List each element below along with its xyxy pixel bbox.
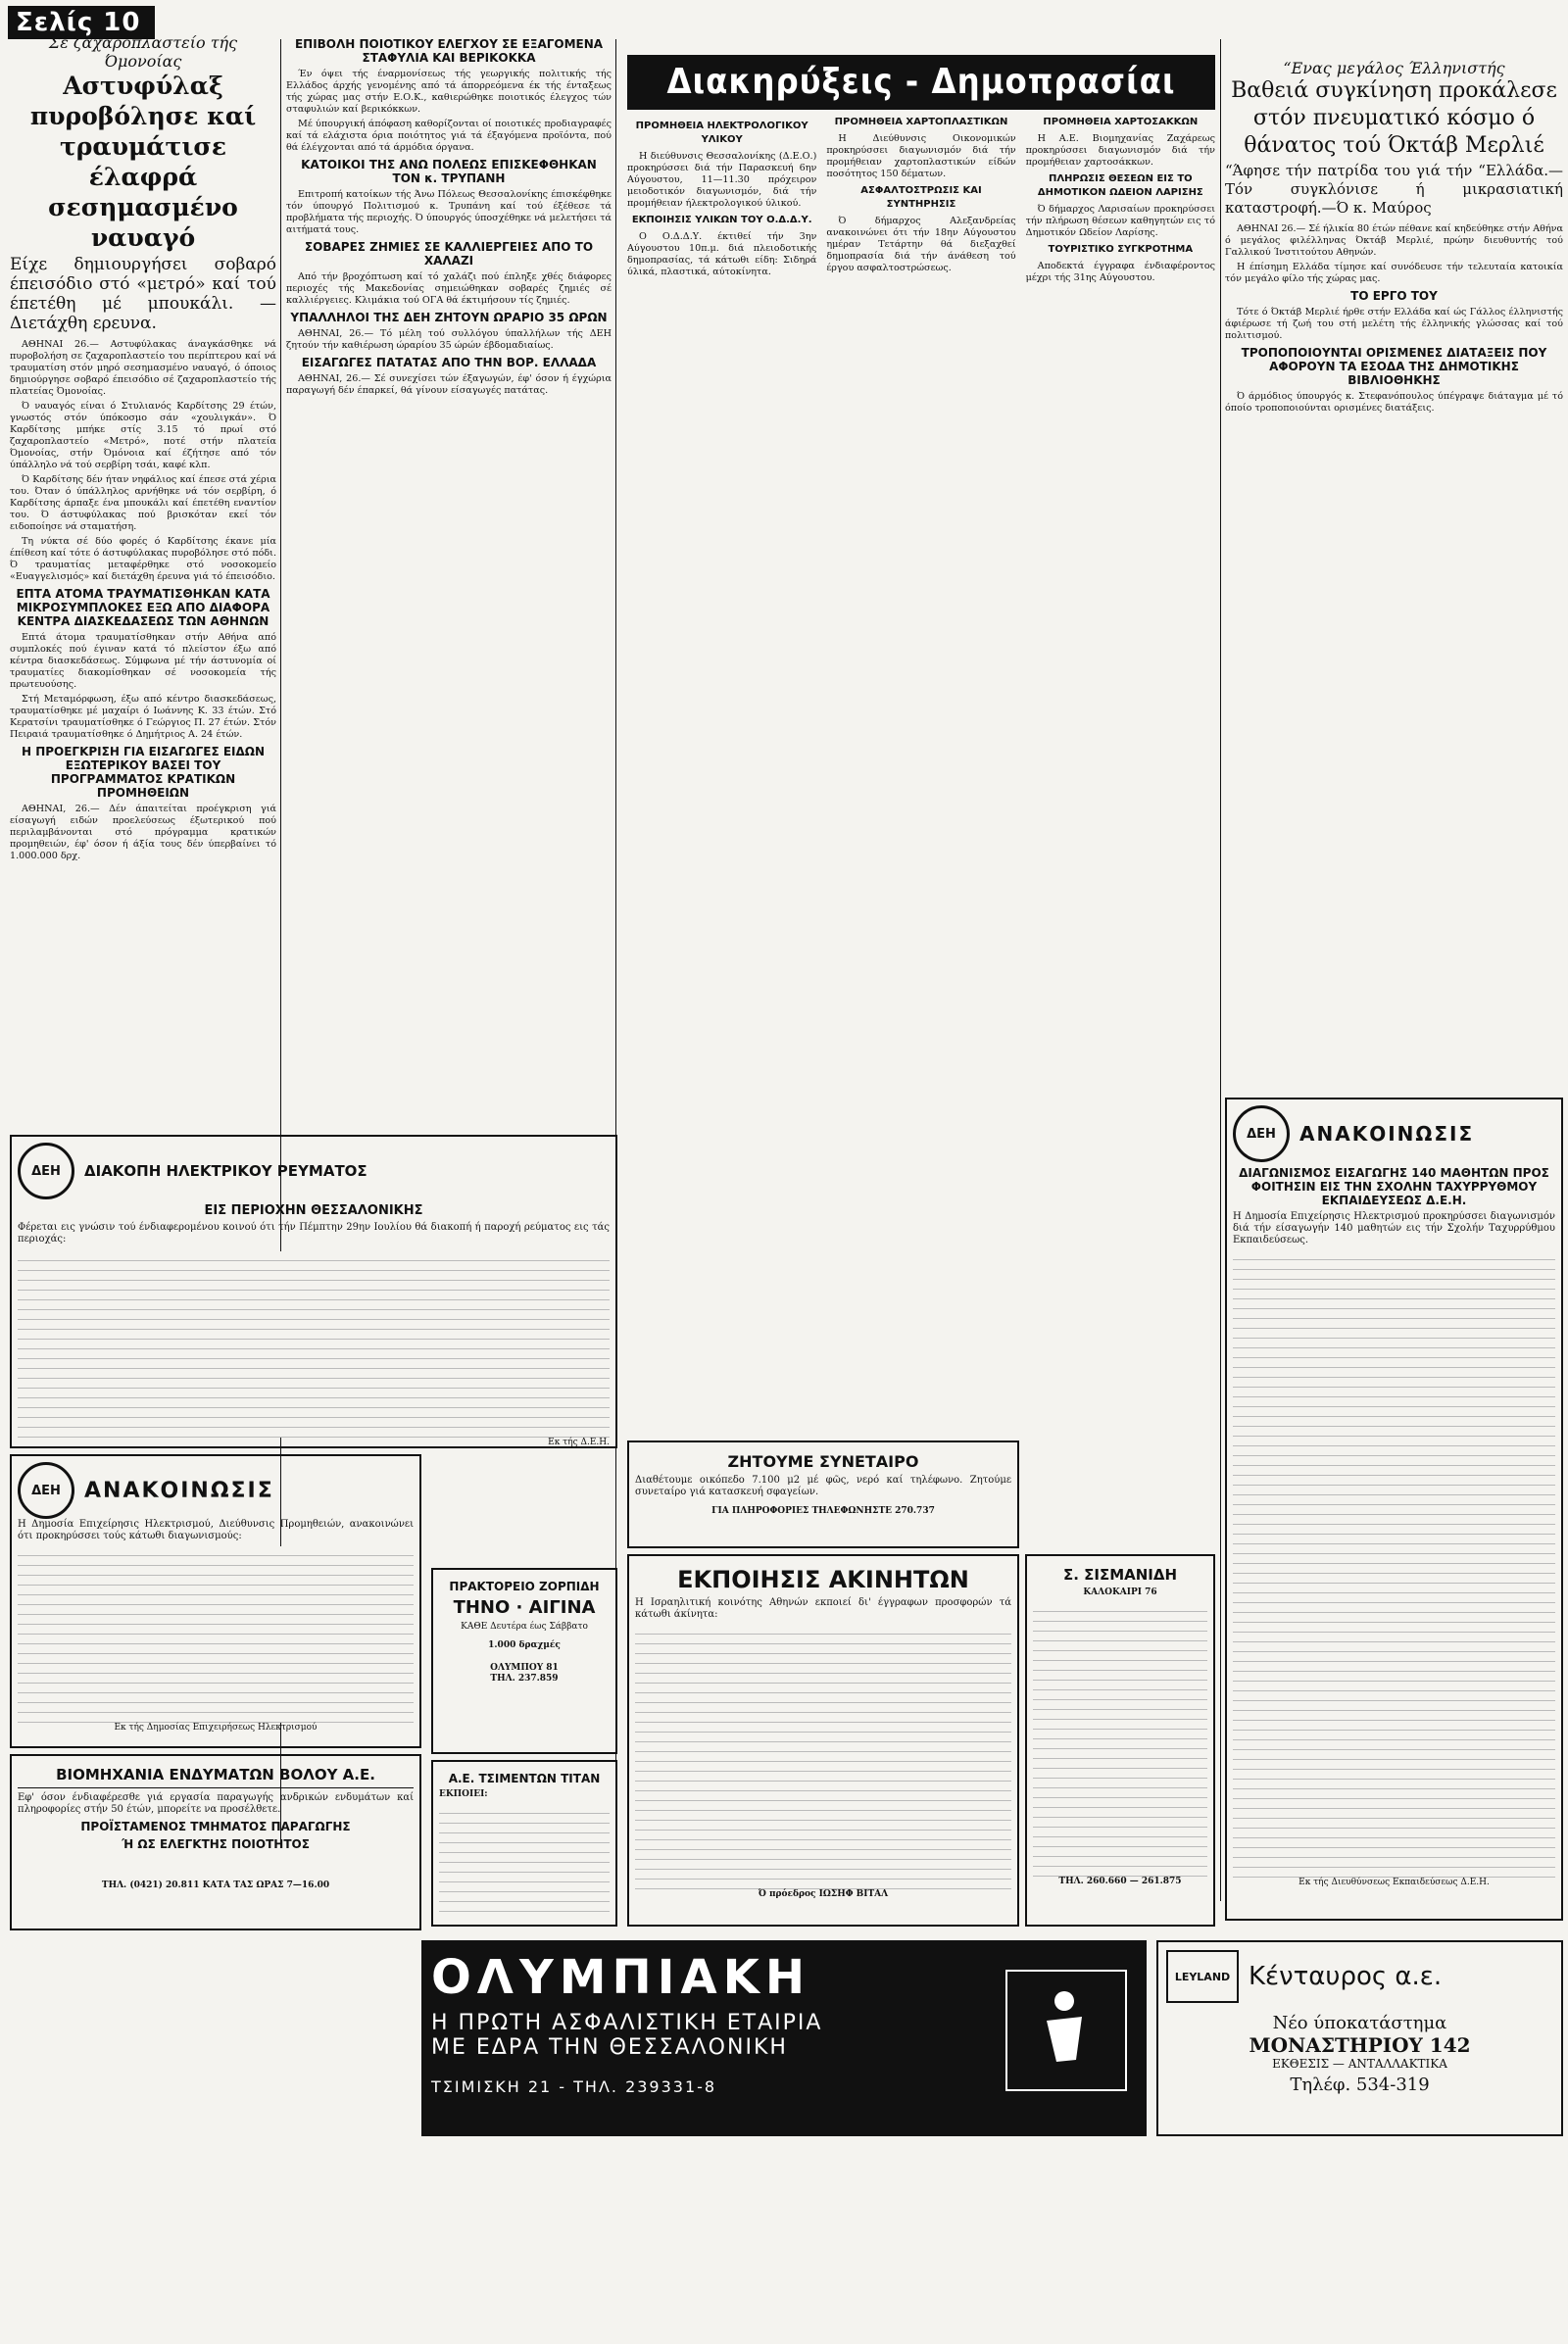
- ad-body-lines: [439, 1804, 610, 1912]
- notice-title: ΕΚΠΟΙΗΣΙΣ ΑΚΙΝΗΤΩΝ: [677, 1566, 969, 1593]
- deh-school-admission-notice: [1225, 1098, 1563, 1921]
- deh-announcements: [10, 1454, 421, 1748]
- ad-brand: Κένταυρος α.ε.: [1249, 1962, 1443, 1991]
- ad-title: ΒΙΟΜΗΧΑΝΙΑ ΕΝΔΥΜΑΤΩΝ ΒΟΛΟΥ Α.Ε.: [18, 1766, 414, 1788]
- paragraph: Η έπίσημη Ελλάδα τίμησε καί συνόδευσε τήν τελευταία κατοικία τόν μεγάλο φίλο τής χώρας μας.: [1225, 262, 1563, 284]
- subheadline: ΕΚΠΟΙΗΣΙΣ ΥΛΙΚΩΝ ΤΟΥ Ο.Δ.Δ.Υ.: [631, 215, 812, 225]
- paragraph: ΑΘΗΝΑΙ 26.— Σέ ήλικία 80 έτών πέθανε καί κηδεύθηκε στήν Αθήνα ό μεγάλος φιλέλληνας Όκτάβ Μερλιέ, πρώην διευθυντής τού Γαλλικού Ίνστιτούτου Αθηνών.: [1225, 223, 1563, 258]
- deh-logo-icon: ΔΕΗ: [1233, 1105, 1290, 1162]
- paragraph: Τη νύκτα σέ δύο φορές ό Καρδίτσης έκανε μία έπίθεση καί τότε ό άστυφύλακας πυροβόλησε στό πόδι. Ό τραυματίας μεταφέρθηκε στό νοσοκομείο «Ευαγγελισμός» καί διετάχθη έρευνα γιά τό έπεισόδιο.: [10, 536, 276, 582]
- ad-phone: ΓΙΑ ΠΛΗΡΟΦΟΡΙΕΣ ΤΗΛΕΦΩΝΗΣΤΕ 270.737: [711, 1506, 935, 1516]
- notice-text: Η Δημοσία Επιχείρησις Ηλεκτρισμού προκηρύσσει διαγωνισμόν διά τήν είσαγωγήν 140 μαθητών εις τήν Σχολήν Ταχυρρύθμου Εκπαιδεύσεως.: [1233, 1211, 1555, 1245]
- article-headline: Βαθειά συγκίνηση προκάλεσε στόν πνευματικό κόσμο ό θάνατος τού Όκτάβ Μερλιέ: [1231, 78, 1557, 158]
- paragraph: Ό Καρδίτσης δέν ήταν νηφάλιος καί έπεσε στά χέρια του. Όταν ό ύπάλληλος αρνήθηκε νά τόν σερβίρη, ό Καρδίτσης άρπαξε ένα μπουκάλι καί έπετέθη εναντίον του. Ό άστυφύλακας πού βρισκόταν εκεί τόν ειδοποίησε νά σταματήση.: [10, 474, 276, 532]
- article-kicker: “Ενας μεγάλος Έλληνιστής: [1283, 59, 1505, 77]
- notice-subtitle: ΕΙΣ ΠΕΡΙΟΧΗΝ ΘΕΣΣΑΛΟΝΙΚΗΣ: [204, 1203, 423, 1218]
- paragraph: Στή Μεταμόρφωση, έξω από κέντρο διασκεδάσεως, τραυματίσθηκε μέ μαχαίρι ό Ιωάννης Κ. 33 έτών. Στό Κερατσίνι τραυματίσθηκε ό Γεώργιος Π. 27 έτών. Στόν Πειραιά τραυματίσθηκε ό Δημήτριος Α. 24 έτών.: [10, 694, 276, 740]
- subheadline: ΕΙΣΑΓΩΓΕΣ ΠΑΤΑΤΑΣ ΑΠΟ ΤΗΝ ΒΟΡ. ΕΛΛΑΔΑ: [301, 356, 597, 369]
- ad-title: Α.Ε. ΤΣΙΜΕΝΤΩΝ ΤΙΤΑΝ: [448, 1772, 601, 1785]
- subheadline: ΠΡΟΜΗΘΕΙΑ ΗΛΕΚΤΡΟΛΟΓΙΚΟΥ ΥΛΙΚΟΥ: [635, 121, 808, 145]
- notice-title: ΑΝΑΚΟΙΝΩΣΙΣ: [1299, 1122, 1475, 1146]
- sismanidi-travel-ad: [1025, 1554, 1215, 1927]
- titan-cement-ad: [431, 1760, 617, 1927]
- ad-slogan: ΜΕ ΕΔΡΑ ΤΗΝ ΘΕΣΣΑΛΟΝΙΚΗ: [431, 2035, 788, 2060]
- subheadline: ΕΠΤΑ ΑΤΟΜΑ ΤΡΑΥΜΑΤΙΣΘΗΚΑΝ ΚΑΤΑ ΜΙΚΡΟΣΥΜΠΛΟΚΕΣ ΕΞΩ ΑΠΟ ΔΙΑΦΟΡΑ ΚΕΝΤΡΑ ΔΙΑΣΚΕΔΑΣΕΩΣ ΤΩΝ ΑΘΗΝΩΝ: [16, 587, 270, 628]
- ad-title: Σ. ΣΙΣΜΑΝΙΔΗ: [1062, 1566, 1178, 1584]
- notice-body-lines: [18, 1546, 414, 1723]
- ad-new-branch: Νέο ύποκατάστημα: [1272, 2013, 1447, 2033]
- ad-phone: ΤΗΛ. 237.859: [490, 1674, 559, 1684]
- subheadline: ΕΠΙΒΟΛΗ ΠΟΙΟΤΙΚΟΥ ΕΛΕΓΧΟΥ ΣΕ ΕΞΑΓΟΜΕΝΑ ΣΤΑΦΥΛΙΑ ΚΑΙ ΒΕΡΙΚΟΚΚΑ: [294, 37, 604, 65]
- paragraph: Από τήν βροχόπτωση καί τό χαλάζι πού έπληξε χθές διάφορες περιοχές τής Μακεδονίας σημειώθηκαν σοβαρές ζημιές σέ καλλιέργειες. Κλιμάκια τού ΟΓΑ θά έκτιμήσουν τίς ζημιές.: [286, 271, 612, 306]
- leyland-logo-icon: LEYLAND: [1166, 1950, 1239, 2003]
- notice-title: ΑΝΑΚΟΙΝΩΣΙΣ: [84, 1478, 274, 1503]
- olympiaki-insurance-ad: [421, 1940, 1147, 2136]
- partner-wanted-ad: [627, 1441, 1019, 1548]
- ad-subtitle: ΚΑΛΟΚΑΙΡΙ 76: [1083, 1587, 1157, 1597]
- paragraph: Τότε ό Όκτάβ Μερλιέ ήρθε στήν Ελλάδα καί ώς Γάλλος έλληνιστής άφιέρωσε τή ζωή του στή μελέτη τής έλληνικής γλώσσας καί τού πολιτισμού.: [1225, 307, 1563, 341]
- ad-phone: ΤΗΛ. 260.660 — 261.875: [1058, 1877, 1182, 1886]
- real-estate-sale-notice: [627, 1554, 1019, 1927]
- discobolus-logo-icon: [1005, 1970, 1127, 2091]
- ad-position: Ή ΩΣ ΕΛΕΓΚΤΗΣ ΠΟΙΟΤΗΤΟΣ: [122, 1837, 310, 1851]
- ad-title: ΖΗΤΟΥΜΕ ΣΥΝΕΤΑΙΡΟ: [727, 1452, 919, 1471]
- paragraph: Μέ ύπουργική άπόφαση καθορίζονται οί ποιοτικές προδιαγραφές καί τά ελάχιστα όρια ποιότητος γιά τά έξαγόμενα προϊόντα, πού θά έλέγχονται από τά άρμόδια όργανα.: [286, 119, 612, 153]
- paragraph: Αποδεκτά έγγραφα ένδιαφέροντος μέχρι τής 31ης Αύγουστου.: [1025, 261, 1215, 283]
- article-lead: Είχε δημιουργήσει σοβαρό έπεισόδιο στό «μετρό» καί τού έπετέθη μέ μπουκάλι. — Διετάχθη ερευνα.: [10, 255, 276, 333]
- paragraph: Ό άρμόδιος ύπουργός κ. Στεφανόπουλος ύπέγραψε διάταγμα μέ τό όποίο τροποποιούνται ορισμένες διατάξεις.: [1225, 391, 1563, 414]
- notice-signature: Εκ τής Δ.Ε.Η.: [548, 1438, 610, 1447]
- column-tenders: [627, 116, 1215, 1135]
- ad-address: ΜΟΝΑΣΤΗΡΙΟΥ 142: [1249, 2033, 1471, 2057]
- subheadline: ΑΣΦΑΛΤΟΣΤΡΩΣΙΣ ΚΑΙ ΣΥΝΤΗΡΗΣΙΣ: [860, 185, 982, 210]
- ad-destinations: ΤΗΝΟ · ΑΙΓΙΝΑ: [453, 1597, 596, 1618]
- notice-signature: Εκ τής Δημοσίας Επιχειρήσεως Ηλεκτρισμού: [114, 1723, 318, 1733]
- paragraph: Η διεύθυνσις Θεσσαλονίκης (Δ.Ε.Ο.) προκηρύσσει διά τήν Παρασκευή 6ην Αύγουστου, 11—11.30 πρόχειρον μειοδοτικόν διαγωνισμόν, διά τήν προμήθειαν ήλεκτρολογικού ύλικού.: [627, 151, 817, 209]
- paragraph: Ό δήμαρχος Αλεξανδρείας ανακοινώνει ότι τήν 18ην Αύγουστου ημέραν Τετάρτην θά διεξαχθεί δημοπρασία διά τήν άνάθεση τού έργου ασφαλτοστρώσεως.: [826, 216, 1016, 273]
- notice-text: Η Ισραηλιτική κοινότης Αθηνών εκποιεί δι' έγγραφων προσφορών τά κάτωθι άκίνητα:: [635, 1597, 1011, 1620]
- ad-phone: Τηλέφ. 534-319: [1290, 2075, 1430, 2095]
- subheadline: ΠΛΗΡΩΣΙΣ ΘΕΣΕΩΝ ΕΙΣ ΤΟ ΔΗΜΟΤΙΚΟΝ ΩΔΕΙΟΝ ΛΑΡΙΣΗΣ: [1037, 173, 1203, 198]
- ad-body-lines: [1033, 1602, 1207, 1877]
- subheadline: ΥΠΑΛΛΗΛΟΙ ΤΗΣ ΔΕΗ ΖΗΤΟΥΝ ΩΡΑΡΙΟ 35 ΩΡΩΝ: [290, 311, 608, 324]
- deh-logo-icon: ΔΕΗ: [18, 1462, 74, 1519]
- ad-address: ΟΛΥΜΠΟΥ 81: [490, 1663, 559, 1673]
- paragraph: Η Α.Ε. Βιομηχανίας Ζαχάρεως προκηρύσσει διαγωνισμόν διά τήν προμήθειαν χαρτοσάκκων.: [1025, 133, 1215, 168]
- column-news-briefs: [286, 33, 612, 1131]
- subheadline: ΚΑΤΟΙΚΟΙ ΤΗΣ ΑΝΩ ΠΟΛΕΩΣ ΕΠΙΣΚΕΦΘΗΚΑΝ ΤΟΝ κ. ΤΡΥΠΑΝΗ: [301, 158, 597, 185]
- ad-title: ΠΡΑΚΤΟΡΕΙΟ ΖΟΡΠΙΔΗ: [449, 1580, 600, 1593]
- notice-subtitle: ΔΙΑΓΩΝΙΣΜΟΣ ΕΙΣΑΓΩΓΗΣ 140 ΜΑΘΗΤΩΝ ΠΡΟΣ ΦΟΙΤΗΣΙΝ ΕΙΣ ΤΗΝ ΣΧΟΛΗΝ ΤΑΧΥΡΡΥΘΜΟΥ ΕΚΠΑΙΔΕΥΣΕΩΣ Δ.Ε.Η.: [1239, 1166, 1549, 1207]
- article-headline: Αστυφύλαξ πυροβόλησε καί τραυμάτισε έλαφρά σεσημασμένο ναυαγό: [29, 72, 257, 252]
- zorpidi-tour-ad: [431, 1568, 617, 1754]
- notice-title: ΔΙΑΚΟΠΗ ΗΛΕΚΤΡΙΚΟΥ ΡΕΥΜΑΤΟΣ: [84, 1162, 368, 1180]
- subheadline: ΠΡΟΜΗΘΕΙΑ ΧΑΡΤΟΠΛΑΣΤΙΚΩΝ: [834, 117, 1008, 127]
- subheadline: ΣΟΒΑΡΕΣ ΖΗΜΙΕΣ ΣΕ ΚΑΛΛΙΕΡΓΕΙΕΣ ΑΠΟ ΤΟ ΧΑΛΑΖΙ: [304, 240, 594, 268]
- article-merlier: [1225, 59, 1563, 1078]
- ad-kind: ΕΚΘΕΣΙΣ — ΑΝΤΑΛΛΑΚΤΙΚΑ: [1272, 2057, 1447, 2071]
- column-rule: [1220, 39, 1221, 1901]
- deh-logo-icon: ΔΕΗ: [18, 1143, 74, 1199]
- ad-text: Διαθέτουμε οικόπεδο 7.100 μ2 μέ φῶς, νερό καί τηλέφωνο. Ζητούμε συνεταίρο γιά κατασκευή σφαγείων.: [635, 1475, 1011, 1497]
- article-kicker: Σέ ζαχαροπλαστείο τής Όμονοίας: [48, 33, 238, 71]
- paragraph: ΑΘΗΝΑΙ, 26.— Τό μέλη τού συλλόγου ύπαλλήλων τής ΔΕΗ ζητούν τήν καθιέρωση ώραρίου 35 ώρών έβδομαδιαίως.: [286, 328, 612, 351]
- volos-garment-ad: [10, 1754, 421, 1930]
- paragraph: Ο Ο.Δ.Δ.Υ. έκτιθεί τήν 3ην Αύγουστου 10π.μ. διά πλειοδοτικής δημοπρασίας, τά κάτωθι είδη: Σιδηρά ύλικά, πλαστικά, αύτοκίνητα.: [627, 231, 817, 277]
- ad-position: ΠΡΟΪΣΤΑΜΕΝΟΣ ΤΜΗΜΑΤΟΣ ΠΑΡΑΓΩΓΗΣ: [80, 1820, 351, 1833]
- ad-address: ΤΣΙΜΙΣΚΗ 21 - ΤΗΛ. 239331-8: [431, 2077, 717, 2096]
- notice-text: Η Δημοσία Επιχείρησις Ηλεκτρισμού, Διεύθυνσις Προμηθειών, ανακοινώνει ότι προκηρύσσει τούς κάτωθι διαγωνισμούς:: [18, 1519, 414, 1541]
- notice-body-lines: [635, 1625, 1011, 1889]
- paragraph: Ό δήμαρχος Λαρισαίων προκηρύσσει τήν πλήρωση θέσεων καθηγητών εις τό Δημοτικόν Ωδείον Λαρίσης.: [1025, 204, 1215, 238]
- subheadline: ΤΟ ΕΡΓΟ ΤΟΥ: [1350, 289, 1438, 303]
- notice-signature: Εκ τής Διευθύνσεως Εκπαιδεύσεως Δ.Ε.Η.: [1298, 1878, 1490, 1887]
- paragraph: Η Διεύθυνσις Οικονομικών προκηρύσσει διαγωνισμόν διά τήν προμήθειαν χαρτοπλαστικών είδών ποσότητος 150 δέματων.: [826, 133, 1016, 179]
- notice-body-lines: [18, 1251, 610, 1438]
- ad-slogan: Η ΠΡΩΤΗ ΑΣΦΑΛΙΣΤΙΚΗ ΕΤΑΙΡΙΑ: [431, 2011, 823, 2035]
- deh-outage-notice: [10, 1135, 617, 1448]
- article-police-shooting: [10, 33, 276, 1131]
- page-number-tag: Σελίς 10: [8, 6, 155, 39]
- section-banner: Διακηρύξεις - Δημοπρασίαι: [627, 55, 1215, 110]
- notice-text: Φέρεται εις γνώσιν τού ένδιαφερομένου κοινού ότι τήν Πέμπτην 29ην Ιουλίου θά διακοπή ή παροχή ρεύματος εις τάς περιοχάς:: [18, 1222, 610, 1245]
- paragraph: ΑΘΗΝΑΙ, 26.— Σέ συνεχίσει τών έξαγωγών, έφ' όσον ή έγχώρια παραγωγή δέν έπαρκεί, θά γίνουν είσαγωγές πατάτας.: [286, 373, 612, 396]
- ad-text: Εφ' όσον ένδιαφέρεσθε γιά εργασία παραγωγής ανδρικών ενδυμάτων καί πληροφορίες στήν 50 έτών, μπορείτε να προσέλθετε.: [18, 1792, 414, 1815]
- subheadline: ΠΡΟΜΗΘΕΙΑ ΧΑΡΤΟΣΑΚΚΩΝ: [1043, 117, 1199, 127]
- article-lead: “Άφησε τήν πατρίδα του γιά τήν “Ελλάδα.— Τόν συγκλόνισε ή μικρασιατική καταστροφή.—Ό κ. Μαύρος: [1225, 162, 1563, 217]
- subheadline: Η ΠΡΟΕΓΚΡΙΣΗ ΓΙΑ ΕΙΣΑΓΩΓΕΣ ΕΙΔΩΝ ΕΞΩΤΕΡΙΚΟΥ ΒΑΣΕΙ ΤΟΥ ΠΡΟΓΡΑΜΜΑΤΟΣ ΚΡΑΤΙΚΩΝ ΠΡΟΜΗΘΕΙΩΝ: [21, 745, 266, 800]
- notice-body-lines: [1233, 1250, 1555, 1878]
- ad-days: ΚΑΘΕ Δευτέρα έως Σάββατο: [461, 1622, 588, 1632]
- ad-subtitle: ΕΚΠΟΙΕΙ:: [439, 1789, 488, 1799]
- paragraph: ΑΘΗΝΑΙ, 26.— Δέν άπαιτείται προέγκριση γιά είσαγωγή ειδών προελεύσεως έξωτερικού πού περιλαμβάνονται στό πρόγραμμα κρατικών προμηθειών, έφ' όσον ή άξία τους δέν ύπερβαίνει τό 1.000.000 δρχ.: [10, 804, 276, 861]
- kentavros-dealer-ad: [1156, 1940, 1563, 2136]
- ad-brand: ΟΛΥΜΠΙΑΚΗ: [431, 1950, 811, 2005]
- paragraph: ΑΘΗΝΑΙ 26.— Αστυφύλακας άναγκάσθηκε νά πυροβολήση σε ζαχαροπλαστείο του περίπτερου καί νά τραυματίση στόν μηρό σεσημασμένο ναυαγό, ό όποιος δημιούργησε σοβαρό έπεισόδιο σέ ζαχαροπλαστείο τής πλατείας Όμονοίας.: [10, 339, 276, 397]
- notice-signature: Ό πρόεδρος ΙΩΣΗΦ ΒΙΤΑΛ: [758, 1889, 889, 1899]
- subheadline: ΤΡΟΠΟΠΟΙΟΥΝΤΑΙ ΟΡΙΣΜΕΝΕΣ ΔΙΑΤΑΞΕΙΣ ΠΟΥ ΑΦΟΡΟΥΝ ΤΑ ΕΣΟΔΑ ΤΗΣ ΔΗΜΟΤΙΚΗΣ ΒΙΒΛΙΟΘΗΚΗΣ: [1241, 346, 1547, 387]
- paragraph: Ό ναυαγός είναι ό Στυλιανός Καρδίτσης 29 έτών, γνωστός στόν ύπόκοσμο σάν «χουλιγκάν». Ό Καρδίτσης μπήκε στίς 3.15 τό πρωί στό ζαχαροπλαστείο «Μετρό», ποτέ στήν πλατεία Όμονοίας, στήν Όμόνοια καί έζήτησε από τόν ύπάλληλο νά τού σερβίρη τσάι, καφέ κλπ.: [10, 401, 276, 470]
- paragraph: Επτά άτομα τραυματίσθηκαν στήν Αθήνα από συμπλοκές πού έγιναν κατά τό πλείστον έξω από κέντρα διασκεδάσεως. Σύμφωνα μέ τήν άστυνομία οί τραυματίες διακομίσθηκαν σέ νοσοκομεία τής πρωτευούσης.: [10, 632, 276, 690]
- paragraph: Επιτροπή κατοίκων τής Άνω Πόλεως Θεσσαλονίκης έπισκέφθηκε τόν ύπουργό Πολιτισμού κ. Τρυπάνη καί τού έξέθεσε τά προβλήματα τής περιοχής. Ό ύπουργός ύποσχέθηκε νά μελετήσει τά αιτήματά τους.: [286, 189, 612, 235]
- subheadline: ΤΟΥΡΙΣΤΙΚΟ ΣΥΓΚΡΟΤΗΜΑ: [1048, 244, 1194, 255]
- ad-phone: ΤΗΛ. (0421) 20.811 ΚΑΤΑ ΤΑΣ ΩΡΑΣ 7—16.00: [101, 1880, 330, 1890]
- ad-price: 1.000 δραχμές: [488, 1640, 561, 1650]
- paragraph: Έν όψει τής έναρμονίσεως τής γεωργικής πολιτικής τής Ελλάδος άρχής γενομένης από τά άπορρεόμενα έκ τής ένταξεως τής χώρας μας στήν Ε.Ο.Κ., καθιερώθηκε ποιοτικός έλεγχος τών σταφυλιών καί βερικόκκων.: [286, 69, 612, 115]
